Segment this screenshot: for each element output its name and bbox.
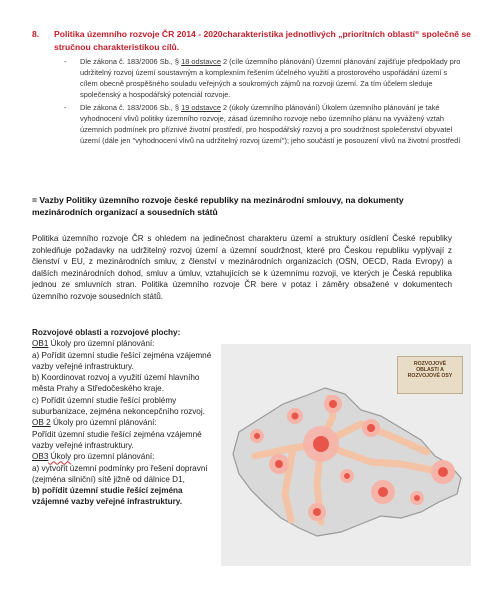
ob3-item-a: a) vytvořit územní podmínky pro řešení dopravní (zejména silniční) sítě jižně od dálnice D1, <box>32 463 208 484</box>
bullet-ref: 19 odstavce <box>181 103 221 112</box>
node-liberec <box>329 400 337 408</box>
ob3-label: OB3 <box>32 452 49 462</box>
body-paragraph: Politika územního rozvoje ČR s ohledem na jedinečnost charakteru území a struktury osídlení České republiky zohledňuje požadavky na udržitelný rozvoj území a územní soudržnost, které pro Českou republiku vyplývají z členství v EU, z mezinárodních smluv, z členství v mezinárodních organizacích (OSN, OECD, Rada Evropy) a dalších mezinárodních dohod, smluv a úmluv, vztahujících se k územnímu rozvoji, ve kterých je Česká republika jednou ze smluvních stran. Politika územního rozvoje ČR bere v potaz i záměry obsažené v dokumentech územního rozvoje sousedních států. <box>32 234 452 301</box>
ob1-item-c: c) Pořídit územní studie řešící problémy suburbanizace, zejména nekoncepčního rozvoj. <box>32 395 205 417</box>
node-budejovice <box>313 508 321 516</box>
bullet-item <box>64 56 464 100</box>
node-karlovy-vary <box>254 433 260 439</box>
node-jihlava <box>344 473 350 479</box>
bullet-ref: 18 odstavce <box>181 57 221 66</box>
node-hradec <box>367 424 375 432</box>
node-brno <box>378 487 388 497</box>
ob1-label: OB1 <box>32 339 49 349</box>
bullet-text-post: 2 (cíle územního plánování) Územní plánování zajišťuje předpoklady pro udržitelný rozvoj území soustavným a komplexním řešením účelného využití a prostorového uspořádání území s cílem obecně prospěšného souladu veřejných a soukromých zájmů na rozvoji území. Za tím účelem sleduje společenský a hospodářský potenciál rozvoje. <box>80 57 461 99</box>
development-areas-column <box>32 327 218 508</box>
node-usti <box>292 413 299 420</box>
node-zlin <box>414 495 420 501</box>
ob2-rest: Úkoly pro územní plánování: <box>50 418 157 428</box>
ob3-rest: pro územní plánování: <box>71 452 155 462</box>
map-legend-title: ROZVOJOVÉ OBLASTI A ROZVOJOVÉ OSY <box>407 361 453 379</box>
country-shape <box>233 388 461 536</box>
node-ostrava <box>438 467 448 477</box>
bullet-text-pre: Dle zákona č. 183/2006 Sb., § <box>80 103 182 112</box>
bullet-text-pre: Dle zákona č. 183/2006 Sb., § <box>80 57 182 66</box>
section-title <box>32 28 472 54</box>
section-subheading: = Vazby Politiky územního rozvoje české republiky na mezinárodní smlouvy, na dokumenty mezinárodních organizací a sousedních států <box>32 195 404 217</box>
bullet-dash: - <box>64 103 67 112</box>
ob2-label: OB 2 <box>32 418 51 428</box>
bullet-list <box>64 56 464 148</box>
node-prague <box>313 436 329 452</box>
bullet-item <box>64 102 464 146</box>
map-legend <box>397 356 463 394</box>
development-areas-map <box>221 344 471 566</box>
section-title-text: Politika územního rozvoje ČR 2014 - 2020charakteristika jednotlivých „prioritních oblastí“ společně se stručnou charakteristikou cílů. <box>54 29 471 52</box>
ob1-item-b: b) Koordinovat rozvoj a využití území hlavního města Prahy a Středočeského kraje. <box>32 373 200 394</box>
ob3-mid: Úkoly <box>48 452 72 462</box>
bullet-dash: - <box>64 57 67 66</box>
node-plzen <box>275 460 283 468</box>
ob3-item-b: b) pořídit územní studie řešící zejména vzájemné vazby veřejné infrastruktury. <box>32 486 183 507</box>
section-number: 8. <box>32 29 40 39</box>
ob2-text: Pořídit územní studie řešící zejména vzájemné vazby veřejné infrastruktury. <box>32 429 202 450</box>
ob1-rest: Úkoly pro územní plánování: <box>48 339 155 349</box>
ob2-heading <box>32 417 218 428</box>
ob1-heading <box>32 338 218 349</box>
ob3-heading <box>32 451 218 462</box>
ob1-item-a: a) Pořídit územní studie řešící zejména vzájemné vazby veřejné infrastruktury. <box>32 350 212 371</box>
bullet-text-post: 2 (úkoly územního plánování) Úkolem územního plánování je také vyhodnocení vlivů politiky územního rozvoje, zásad územního rozvoje nebo územního plánu na vyvážený vztah územních podmínek pro příznivé životní prostředí, pro hospodářský rozvoj a pro soudržnost společenství obyvatel území (dále jen "vyhodnocení vlivů na udržitelný rozvoj území"); jeho součástí je posouzení vlivů na životní prostředí <box>80 103 461 145</box>
areas-heading: Rozvojové oblasti a rozvojové plochy: <box>32 328 181 337</box>
